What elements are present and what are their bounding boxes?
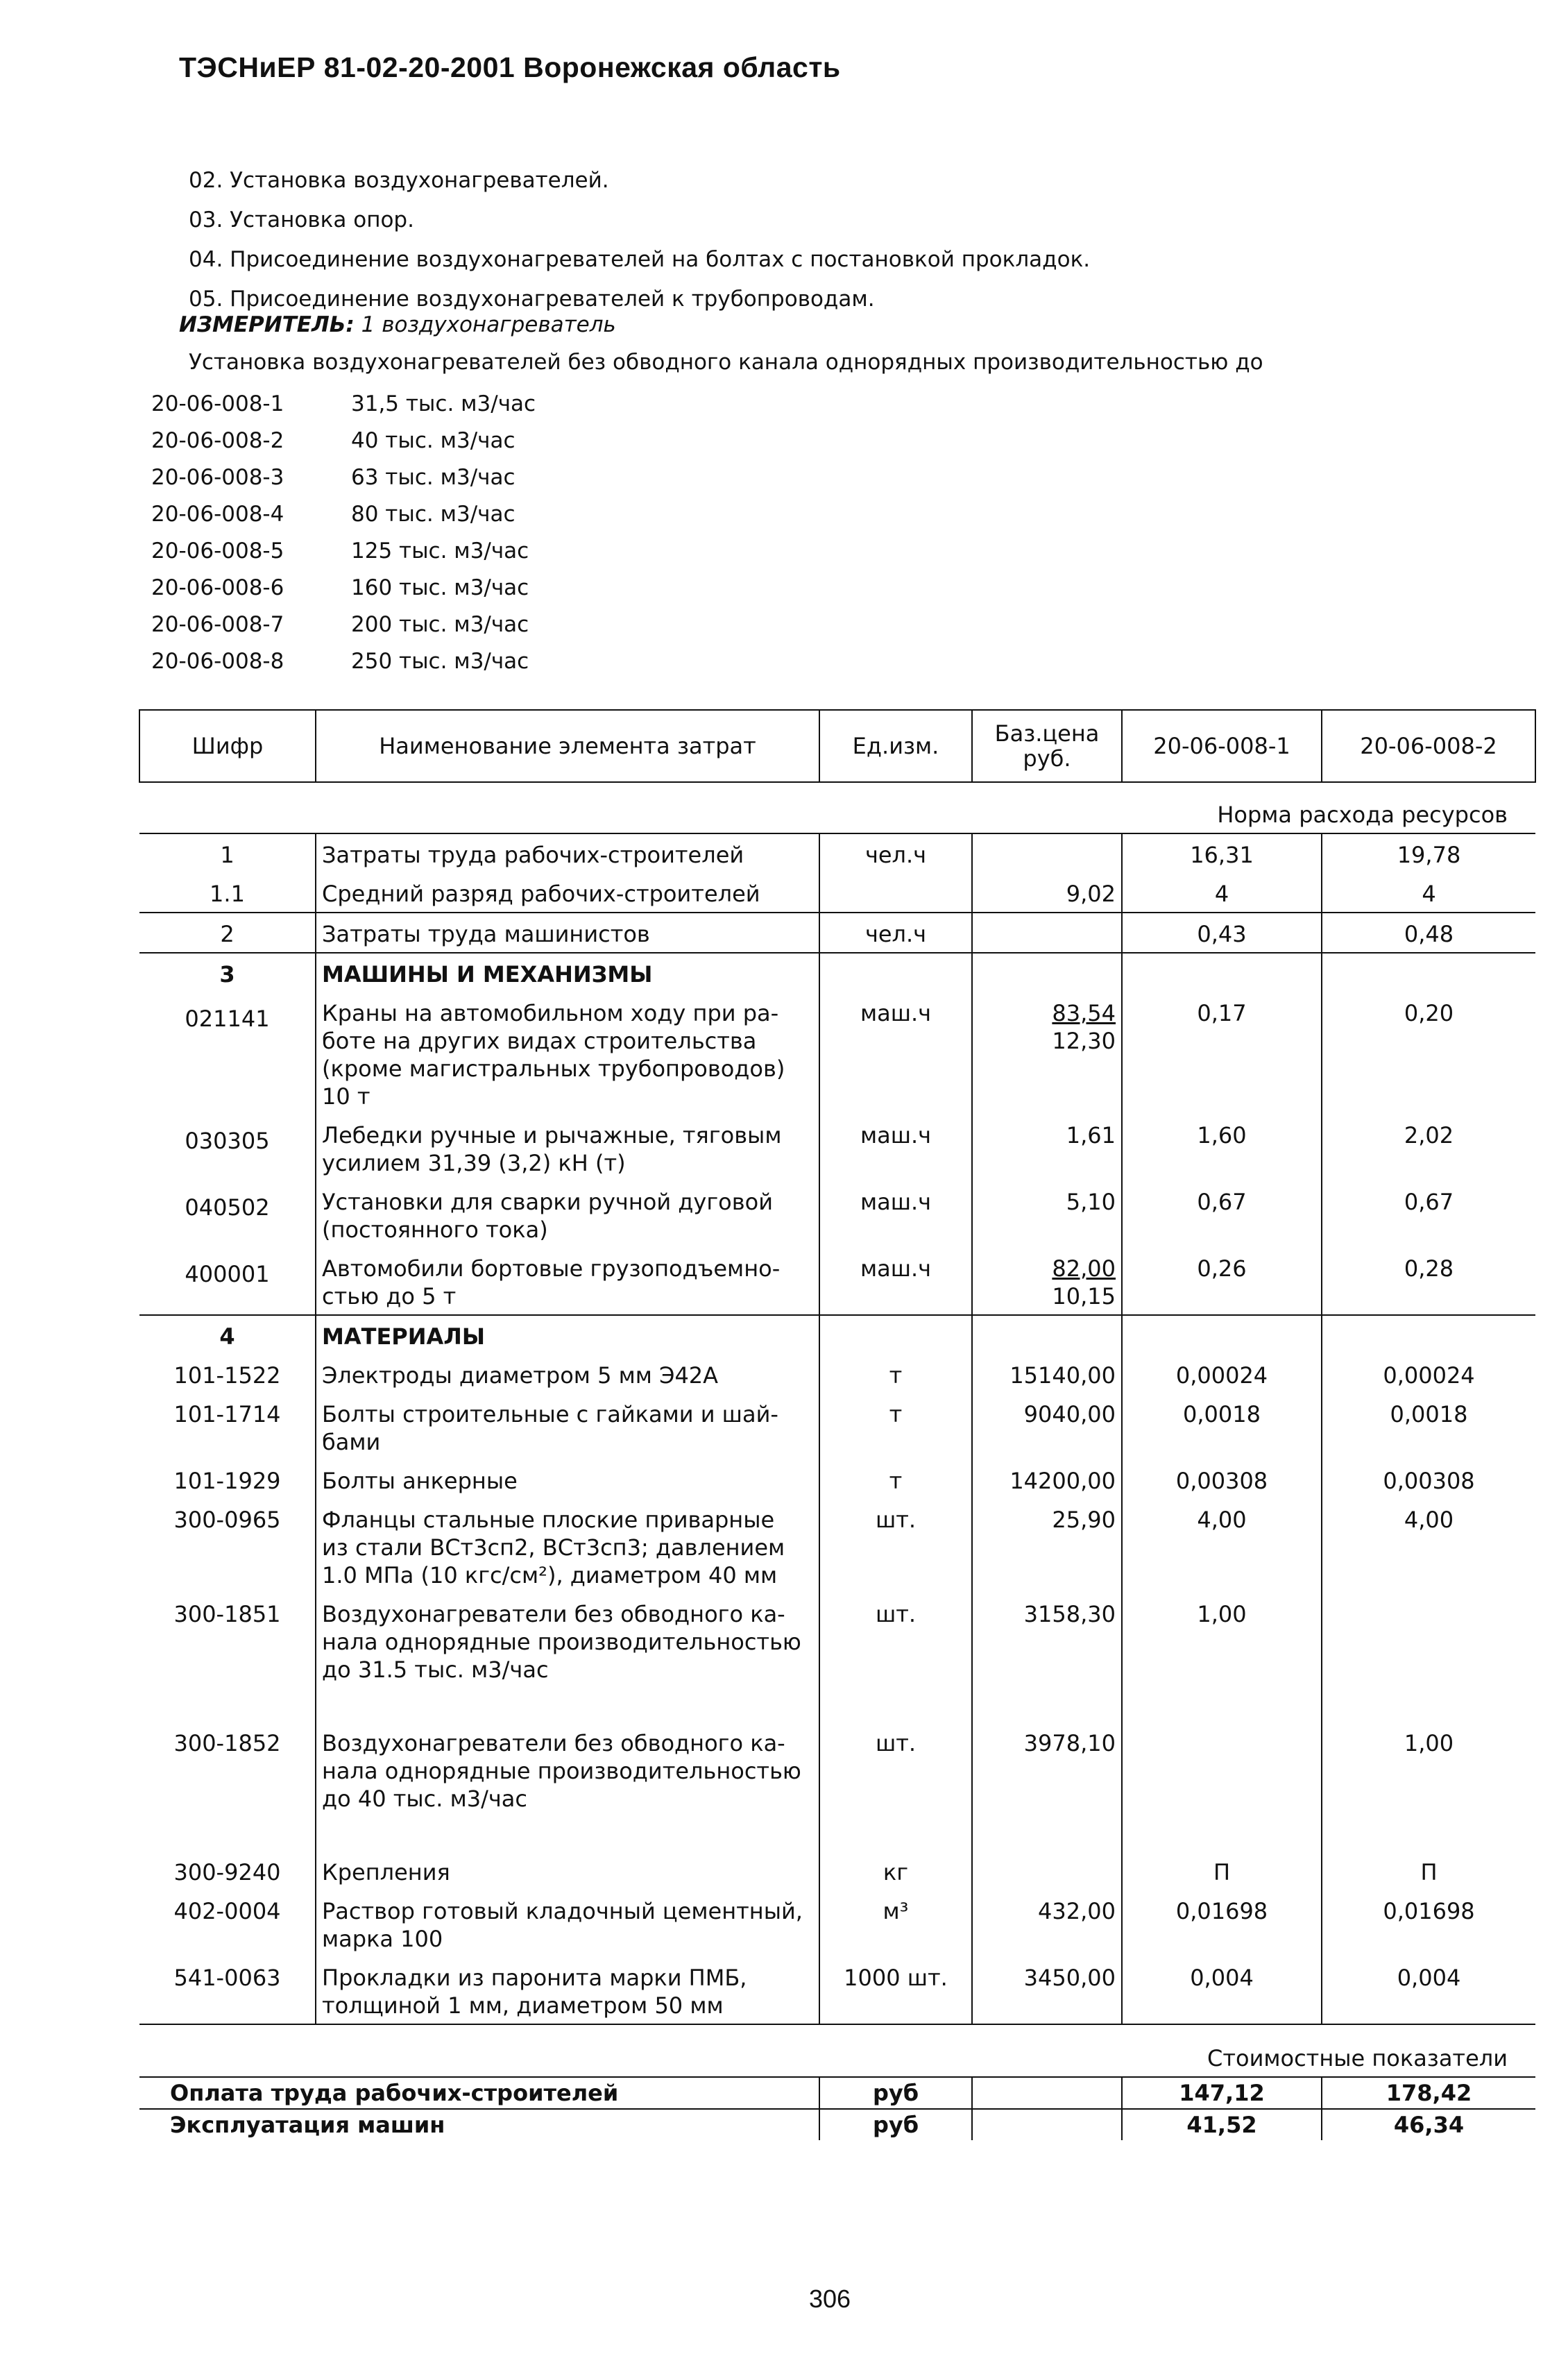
table-row (139, 873, 1535, 913)
cell-price: 3978,10 (972, 1722, 1122, 1851)
code-capacity: 160 тыс. м3/час (351, 575, 529, 600)
table-body (139, 782, 1535, 2140)
cell-unit: маш.ч (819, 1181, 972, 1248)
cell-unit: кг (819, 1851, 972, 1890)
cell-value-1: 1,60 (1122, 1115, 1322, 1181)
cell-code: 402-0004 (173, 1898, 281, 1924)
header-unit: Ед.изм. (819, 710, 972, 782)
cell-unit: 1000 шт. (819, 1957, 972, 2024)
cell-value-1: 0,43 (1122, 913, 1322, 953)
cost-name: Эксплуатация машин (139, 2109, 819, 2140)
cell-value-1: 4 (1122, 873, 1322, 913)
cell-value-2: 4 (1322, 873, 1535, 913)
code-capacity: 80 тыс. м3/час (351, 502, 515, 527)
code-id: 20-06-008-2 (151, 428, 284, 453)
operation-item: 03. Установка опор. (189, 207, 414, 232)
cell-code: 021141 (185, 1006, 270, 1032)
cell-name (316, 992, 819, 1115)
cell-text: Болты строительные с гайками и шай- бами (322, 1401, 778, 1455)
cell-value-2: 0,20 (1322, 992, 1535, 1115)
cell-value-1: 0,004 (1122, 1957, 1322, 2024)
cost-name: Оплата труда рабочих-строителей (139, 2077, 819, 2109)
cell-value-1: 0,0018 (1122, 1393, 1322, 1460)
code-row (151, 533, 536, 570)
cell-value-2: 0,48 (1322, 913, 1535, 953)
cell-price: 25,90 (972, 1499, 1122, 1593)
cell-price: 15140,00 (972, 1355, 1122, 1393)
price-main: 82,00 (1052, 1255, 1116, 1282)
empty-cell (819, 1315, 972, 1355)
code-row (151, 459, 536, 496)
table-header-row (139, 710, 1535, 782)
cell-text: Затраты труда машинистов (322, 921, 650, 947)
cost-value-1: 41,52 (1122, 2109, 1322, 2140)
table-row (139, 1722, 1535, 1851)
cell-unit: м³ (819, 1890, 972, 1957)
measure-line (179, 312, 616, 337)
cell-text: Лебедки ручные и рычажные, тяговым усилием 31,39 (3,2) кН (т) (322, 1122, 782, 1176)
header-col2: 20-06-008-2 (1322, 710, 1535, 782)
code-id: 20-06-008-4 (151, 502, 284, 527)
cell-name (316, 1248, 819, 1315)
cell-price: 3158,30 (972, 1593, 1122, 1722)
cell-name (316, 1355, 819, 1393)
empty-cell (1122, 1315, 1322, 1355)
cell-text: Установки для сварки ручной дуговой (постоянного тока) (322, 1189, 773, 1243)
section-row (139, 953, 1535, 992)
cell-value-1: 0,17 (1122, 992, 1322, 1115)
cell-value-1: 0,00024 (1122, 1355, 1322, 1393)
table-row (139, 1181, 1535, 1248)
cell-unit: шт. (819, 1499, 972, 1593)
cell-price: 14200,00 (972, 1460, 1122, 1499)
table-row (139, 1851, 1535, 1890)
cell-value-2: 0,00308 (1322, 1460, 1535, 1499)
cell-text: Краны на автомобильном ходу при ра- боте на других видах строительства (кроме магистральных трубопроводов) 10 т (322, 1000, 785, 1110)
code-row (151, 607, 536, 643)
table-row (139, 1890, 1535, 1957)
code-id: 20-06-008-5 (151, 539, 284, 563)
cell-code: 040502 (185, 1194, 270, 1221)
cell-value-2: 2,02 (1322, 1115, 1535, 1181)
cell-unit: т (819, 1355, 972, 1393)
empty-cell (972, 1315, 1122, 1355)
cell-text: Раствор готовый кладочный цементный, марка 100 (322, 1898, 803, 1952)
code-capacity: 200 тыс. м3/час (351, 612, 529, 637)
section-title: МАШИНЫ И МЕХАНИЗМЫ (316, 953, 819, 992)
cost-row (139, 2077, 1535, 2109)
cell-code: 101-1714 (173, 1401, 281, 1427)
operations-list (189, 161, 1090, 319)
cell-name (316, 1460, 819, 1499)
cell-unit (819, 873, 972, 913)
cell-value-1: П (1122, 1851, 1322, 1890)
cell-unit: чел.ч (819, 913, 972, 953)
cell-name (316, 1393, 819, 1460)
cell-code: 300-1852 (173, 1730, 281, 1756)
cell-unit: чел.ч (819, 833, 972, 873)
table-row (139, 1393, 1535, 1460)
cell-text: Воздухонагреватели без обводного ка- нала однорядные производительностью до 31.5 тыс. м3/час (322, 1601, 801, 1683)
cell-code: 541-0063 (173, 1965, 281, 1991)
cell-name (316, 1593, 819, 1722)
cell-code: 101-1929 (173, 1468, 281, 1494)
cell-value-2: П (1322, 1851, 1535, 1890)
cell-value-1: 0,26 (1122, 1248, 1322, 1315)
cell-value-1: 0,01698 (1122, 1890, 1322, 1957)
table-row (139, 1593, 1535, 1722)
code-row (151, 643, 536, 680)
cell-unit: маш.ч (819, 1248, 972, 1315)
cost-row (139, 2109, 1535, 2140)
header-price-line1: Баз.цена (994, 720, 1100, 747)
cell-code: 400001 (185, 1261, 270, 1287)
cell-value-2 (1322, 1593, 1535, 1722)
norm-caption-row (139, 782, 1535, 833)
cell-price (972, 1851, 1122, 1890)
table-row (139, 1460, 1535, 1499)
table-row (139, 833, 1535, 873)
cell-unit: маш.ч (819, 992, 972, 1115)
cell-text: Средний разряд рабочих-строителей (322, 881, 760, 907)
cell-code: 300-1851 (173, 1601, 281, 1627)
empty-cell (972, 953, 1122, 992)
cell-price: 432,00 (972, 1890, 1122, 1957)
cell-value-1: 16,31 (1122, 833, 1322, 873)
empty-cell (1122, 953, 1322, 992)
empty-cell (1322, 1315, 1535, 1355)
install-description: Установка воздухонагревателей без обводного канала однорядных производительностью до (189, 350, 1263, 375)
code-id: 20-06-008-3 (151, 465, 284, 490)
cell-value-2: 0,28 (1322, 1248, 1535, 1315)
cell-text: Воздухонагреватели без обводного ка- нала однорядные производительностью до 40 тыс. м3/час (322, 1730, 801, 1812)
norm-caption: Норма расхода ресурсов (139, 782, 1535, 833)
cell-code: 1 (139, 833, 316, 873)
empty-cell (819, 953, 972, 992)
header-col1: 20-06-008-1 (1122, 710, 1322, 782)
codes-list (151, 386, 536, 680)
cell-price: 9,02 (972, 873, 1122, 913)
cell-value-1 (1122, 1722, 1322, 1851)
cell-value-1: 1,00 (1122, 1593, 1322, 1722)
cell-text: Болты анкерные (322, 1468, 518, 1494)
code-row (151, 570, 536, 607)
cell-value-2: 0,00024 (1322, 1355, 1535, 1393)
cell-text: Электроды диаметром 5 мм Э42А (322, 1362, 719, 1389)
cell-unit: маш.ч (819, 1115, 972, 1181)
section-code: 3 (139, 953, 316, 992)
cell-unit: шт. (819, 1593, 972, 1722)
header-name: Наименование элемента затрат (316, 710, 819, 782)
cell-name (316, 1115, 819, 1181)
table-row (139, 992, 1535, 1115)
cell-price: 5,10 (972, 1181, 1122, 1248)
cell-value-2: 0,004 (1322, 1957, 1535, 2024)
cell-value-1: 4,00 (1122, 1499, 1322, 1593)
cell-name (316, 1957, 819, 2024)
cell-name (316, 833, 819, 873)
cell-unit: т (819, 1393, 972, 1460)
measure-label: ИЗМЕРИТЕЛЬ: (179, 312, 355, 337)
empty-cell (972, 2077, 1122, 2109)
cell-name (316, 1722, 819, 1851)
header-price-line2: руб. (1023, 745, 1071, 772)
page-title: ТЭСНиЕР 81-02-20-2001 Воронежская область (179, 51, 841, 83)
empty-cell (972, 2109, 1122, 2140)
cell-text: Крепления (322, 1859, 450, 1885)
cost-value-2: 178,42 (1322, 2077, 1535, 2109)
section-row (139, 1315, 1535, 1355)
cell-price (972, 833, 1122, 873)
table-row (139, 1499, 1535, 1593)
cell-text: Фланцы стальные плоские приварные из стали ВСт3сп2, ВСт3сп3; давлением 1.0 МПа (10 кгс/см²), диаметром 40 мм (322, 1507, 785, 1588)
cost-value-2: 46,34 (1322, 2109, 1535, 2140)
table-row (139, 1248, 1535, 1315)
cell-name (316, 913, 819, 953)
table-row (139, 1355, 1535, 1393)
cell-value-2: 0,01698 (1322, 1890, 1535, 1957)
cell-name (316, 1851, 819, 1890)
cost-unit: руб (819, 2109, 972, 2140)
cell-code: 030305 (185, 1128, 270, 1154)
code-capacity: 40 тыс. м3/час (351, 428, 515, 453)
cell-name (316, 873, 819, 913)
section-title: МАТЕРИАЛЫ (316, 1315, 819, 1355)
code-row (151, 423, 536, 459)
code-capacity: 250 тыс. м3/час (351, 649, 529, 674)
code-capacity: 31,5 тыс. м3/час (351, 391, 536, 416)
operation-item: 04. Присоединение воздухонагревателей на болтах с постановкой прокладок. (189, 247, 1091, 272)
cell-price (972, 1248, 1122, 1315)
table-row (139, 1957, 1535, 2024)
table-row (139, 1115, 1535, 1181)
empty-cell (1322, 953, 1535, 992)
cost-unit: руб (819, 2077, 972, 2109)
cost-value-1: 147,12 (1122, 2077, 1322, 2109)
code-id: 20-06-008-6 (151, 575, 284, 600)
code-id: 20-06-008-8 (151, 649, 284, 674)
cell-value-1: 0,00308 (1122, 1460, 1322, 1499)
cell-code: 2 (139, 913, 316, 953)
code-capacity: 125 тыс. м3/час (351, 539, 529, 563)
cell-text: Автомобили бортовые грузоподъемно- стью до 5 т (322, 1255, 781, 1310)
price-secondary: 12,30 (1052, 1028, 1116, 1054)
cell-value-2: 0,0018 (1322, 1393, 1535, 1460)
cell-price (972, 913, 1122, 953)
table-row (139, 913, 1535, 953)
cell-value-2: 1,00 (1322, 1722, 1535, 1851)
measure-value: 1 воздухонагреватель (361, 312, 616, 337)
cell-unit: шт. (819, 1722, 972, 1851)
cell-price: 9040,00 (972, 1393, 1122, 1460)
code-row (151, 386, 536, 423)
code-capacity: 63 тыс. м3/час (351, 465, 515, 490)
cell-name (316, 1890, 819, 1957)
section-code: 4 (139, 1315, 316, 1355)
cell-value-1: 0,67 (1122, 1181, 1322, 1248)
header-price (972, 710, 1122, 782)
code-id: 20-06-008-7 (151, 612, 284, 637)
cell-name (316, 1181, 819, 1248)
cell-value-2: 0,67 (1322, 1181, 1535, 1248)
cost-caption: Стоимостные показатели (139, 2024, 1535, 2077)
cell-code: 300-0965 (173, 1507, 281, 1533)
cell-code: 1.1 (210, 881, 245, 907)
cell-code: 300-9240 (173, 1859, 281, 1885)
cell-code: 101-1522 (173, 1362, 281, 1389)
operation-item: 02. Установка воздухонагревателей. (189, 168, 609, 193)
price-main: 83,54 (1052, 1000, 1116, 1026)
cell-text: Прокладки из паронита марки ПМБ, толщиной 1 мм, диаметром 50 мм (322, 1965, 747, 2019)
resource-table (139, 709, 1536, 2140)
cell-unit: т (819, 1460, 972, 1499)
operation-item: 05. Присоединение воздухонагревателей к трубопроводам. (189, 287, 875, 312)
cell-value-2: 19,78 (1322, 833, 1535, 873)
cell-price (972, 992, 1122, 1115)
cell-price: 1,61 (972, 1115, 1122, 1181)
cell-text: Затраты труда рабочих-строителей (322, 842, 744, 868)
header-code: Шифр (139, 710, 316, 782)
price-secondary: 10,15 (1052, 1283, 1116, 1310)
page-number: 306 (809, 2285, 851, 2313)
cost-caption-row (139, 2024, 1535, 2077)
code-row (151, 496, 536, 533)
cell-name (316, 1499, 819, 1593)
cell-price: 3450,00 (972, 1957, 1122, 2024)
cell-value-2: 4,00 (1322, 1499, 1535, 1593)
code-id: 20-06-008-1 (151, 391, 284, 416)
